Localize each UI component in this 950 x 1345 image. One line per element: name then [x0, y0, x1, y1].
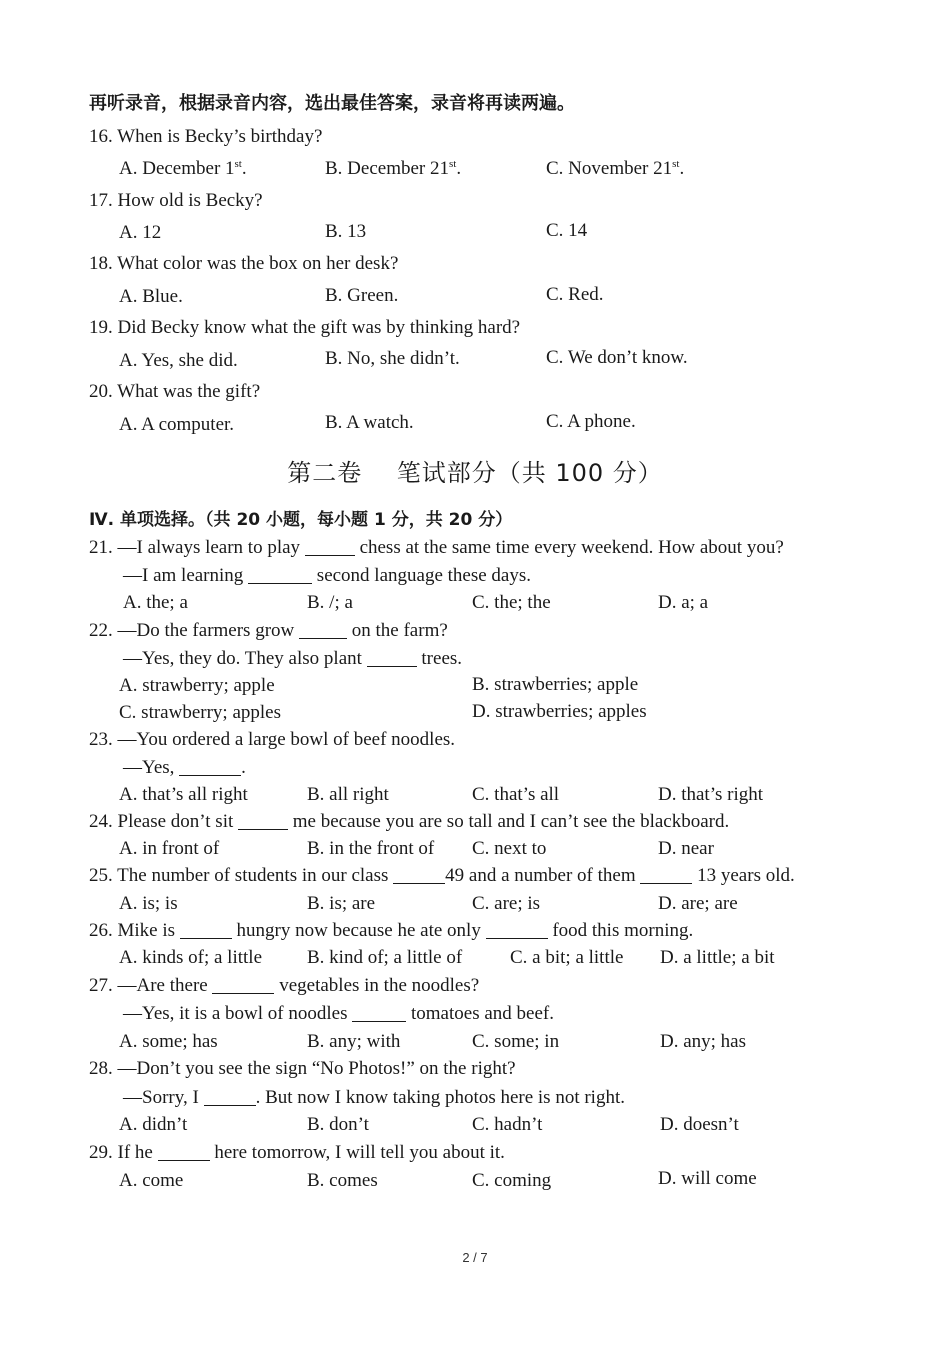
q28-option-c: C. hadn’t	[472, 1114, 543, 1135]
q21-option-c: C. the; the	[472, 592, 551, 613]
q27-option-a: A. some; has	[119, 1031, 218, 1052]
q22-option-c: C. strawberry; apples	[119, 702, 281, 723]
q29-option-a: A. come	[119, 1170, 184, 1191]
q17-option-b: B. 13	[325, 221, 367, 242]
q18-option-c: C. Red.	[546, 284, 604, 305]
q29-option-d: D. will come	[658, 1168, 757, 1189]
answer-blank	[640, 865, 692, 884]
question-27-line-1: 27. —Are there vegetables in the noodles?	[89, 975, 480, 996]
q23-option-d: D. that’s right	[658, 784, 764, 805]
q28-option-b: B. don’t	[307, 1114, 369, 1135]
question-29: 29. If he here tomorrow, I will tell you about it.	[89, 1142, 505, 1163]
q27-option-b: B. any; with	[307, 1031, 401, 1052]
q27-option-d: D. any; has	[660, 1031, 747, 1052]
q22-option-a: A. strawberry; apple	[119, 675, 275, 696]
q21-option-a: A. the; a	[123, 592, 188, 613]
question-23-line-2: —Yes, .	[123, 757, 246, 778]
answer-blank	[158, 1142, 210, 1161]
q25-option-a: A. is; is	[119, 893, 178, 914]
question-16: 16. When is Becky’s birthday?	[89, 126, 323, 147]
question-26: 26. Mike is hungry now because he ate only food this morning.	[89, 920, 694, 941]
q16-option-b: B. December 21st.	[325, 158, 462, 179]
answer-blank	[367, 648, 417, 667]
page-number: 2 / 7	[462, 1250, 488, 1265]
q29-option-b: B. comes	[307, 1170, 378, 1191]
q26-option-d: D. a little; a bit	[660, 947, 775, 968]
answer-blank	[393, 865, 445, 884]
question-19: 19. Did Becky know what the gift was by thinking hard?	[89, 317, 521, 338]
q17-option-c: C. 14	[546, 220, 588, 241]
q20-option-b: B. A watch.	[325, 412, 414, 433]
question-24: 24. Please don’t sit me because you are so tall and I can’t see the blackboard.	[89, 811, 730, 832]
q25-option-b: B. is; are	[307, 893, 376, 914]
q16-option-a: A. December 1st.	[119, 158, 247, 179]
q24-option-b: B. in the front of	[307, 838, 435, 859]
answer-blank	[486, 920, 548, 939]
section-title: 第二卷 笔试部分（共 100 分）	[287, 459, 663, 487]
question-17: 17. How old is Becky?	[89, 190, 263, 211]
answer-blank	[352, 1003, 406, 1022]
q25-option-d: D. are; are	[658, 893, 738, 914]
question-23-line-1: 23. —You ordered a large bowl of beef noodles.	[89, 729, 456, 750]
q26-option-c: C. a bit; a little	[510, 947, 624, 968]
q23-option-b: B. all right	[307, 784, 389, 805]
q26-option-b: B. kind of; a little of	[307, 947, 463, 968]
q20-option-c: C. A phone.	[546, 411, 636, 432]
q21-option-b: B. /; a	[307, 592, 353, 613]
question-22-line-1: 22. —Do the farmers grow on the farm?	[89, 620, 448, 641]
question-20: 20. What was the gift?	[89, 381, 261, 402]
q23-option-c: C. that’s all	[472, 784, 560, 805]
q29-option-c: C. coming	[472, 1170, 552, 1191]
q26-option-a: A. kinds of; a little	[119, 947, 263, 968]
q24-option-d: D. near	[658, 838, 714, 859]
q28-option-a: A. didn’t	[119, 1114, 188, 1135]
answer-blank	[180, 920, 232, 939]
question-21-line-2: —I am learning second language these days.	[123, 565, 532, 586]
q25-option-c: C. are; is	[472, 893, 541, 914]
q24-option-c: C. next to	[472, 838, 547, 859]
q28-option-d: D. doesn’t	[660, 1114, 739, 1135]
question-21-line-1: 21. —I always learn to play chess at the same time every weekend. How about you?	[89, 537, 784, 558]
answer-blank	[305, 537, 355, 556]
listening-instruction: 再听录音，根据录音内容，选出最佳答案，录音将再读两遍。	[89, 93, 575, 114]
answer-blank	[248, 565, 312, 584]
q21-option-d: D. a; a	[658, 592, 709, 613]
answer-blank	[212, 975, 274, 994]
q20-option-a: A. A computer.	[119, 414, 235, 435]
q27-option-c: C. some; in	[472, 1031, 560, 1052]
q24-option-a: A. in front of	[119, 838, 220, 859]
q22-option-d: D. strawberries; apples	[472, 701, 647, 722]
answer-blank	[238, 811, 288, 830]
question-27-line-2: —Yes, it is a bowl of noodles tomatoes and beef.	[123, 1003, 554, 1024]
q19-option-a: A. Yes, she did.	[119, 350, 238, 371]
q22-option-b: B. strawberries; apple	[472, 674, 639, 695]
q17-option-a: A. 12	[119, 222, 162, 243]
answer-blank	[299, 620, 347, 639]
q18-option-b: B. Green.	[325, 285, 399, 306]
question-22-line-2: —Yes, they do. They also plant trees.	[123, 648, 463, 669]
q19-option-c: C. We don’t know.	[546, 347, 688, 368]
answer-blank	[179, 757, 241, 776]
q18-option-a: A. Blue.	[119, 286, 183, 307]
q16-option-c: C. November 21st.	[546, 158, 685, 179]
answer-blank	[204, 1087, 256, 1106]
question-28-line-1: 28. —Don’t you see the sign “No Photos!” on the right?	[89, 1058, 516, 1079]
question-28-line-2: —Sorry, I . But now I know taking photos here is not right.	[123, 1087, 625, 1108]
question-25: 25. The number of students in our class 49 and a number of them 13 years old.	[89, 865, 795, 886]
part-iv-header: Ⅳ. 单项选择。（共 20 小题，每小题 1 分，共 20 分）	[89, 510, 513, 530]
q19-option-b: B. No, she didn’t.	[325, 348, 460, 369]
q23-option-a: A. that’s all right	[119, 784, 248, 805]
question-18: 18. What color was the box on her desk?	[89, 253, 399, 274]
